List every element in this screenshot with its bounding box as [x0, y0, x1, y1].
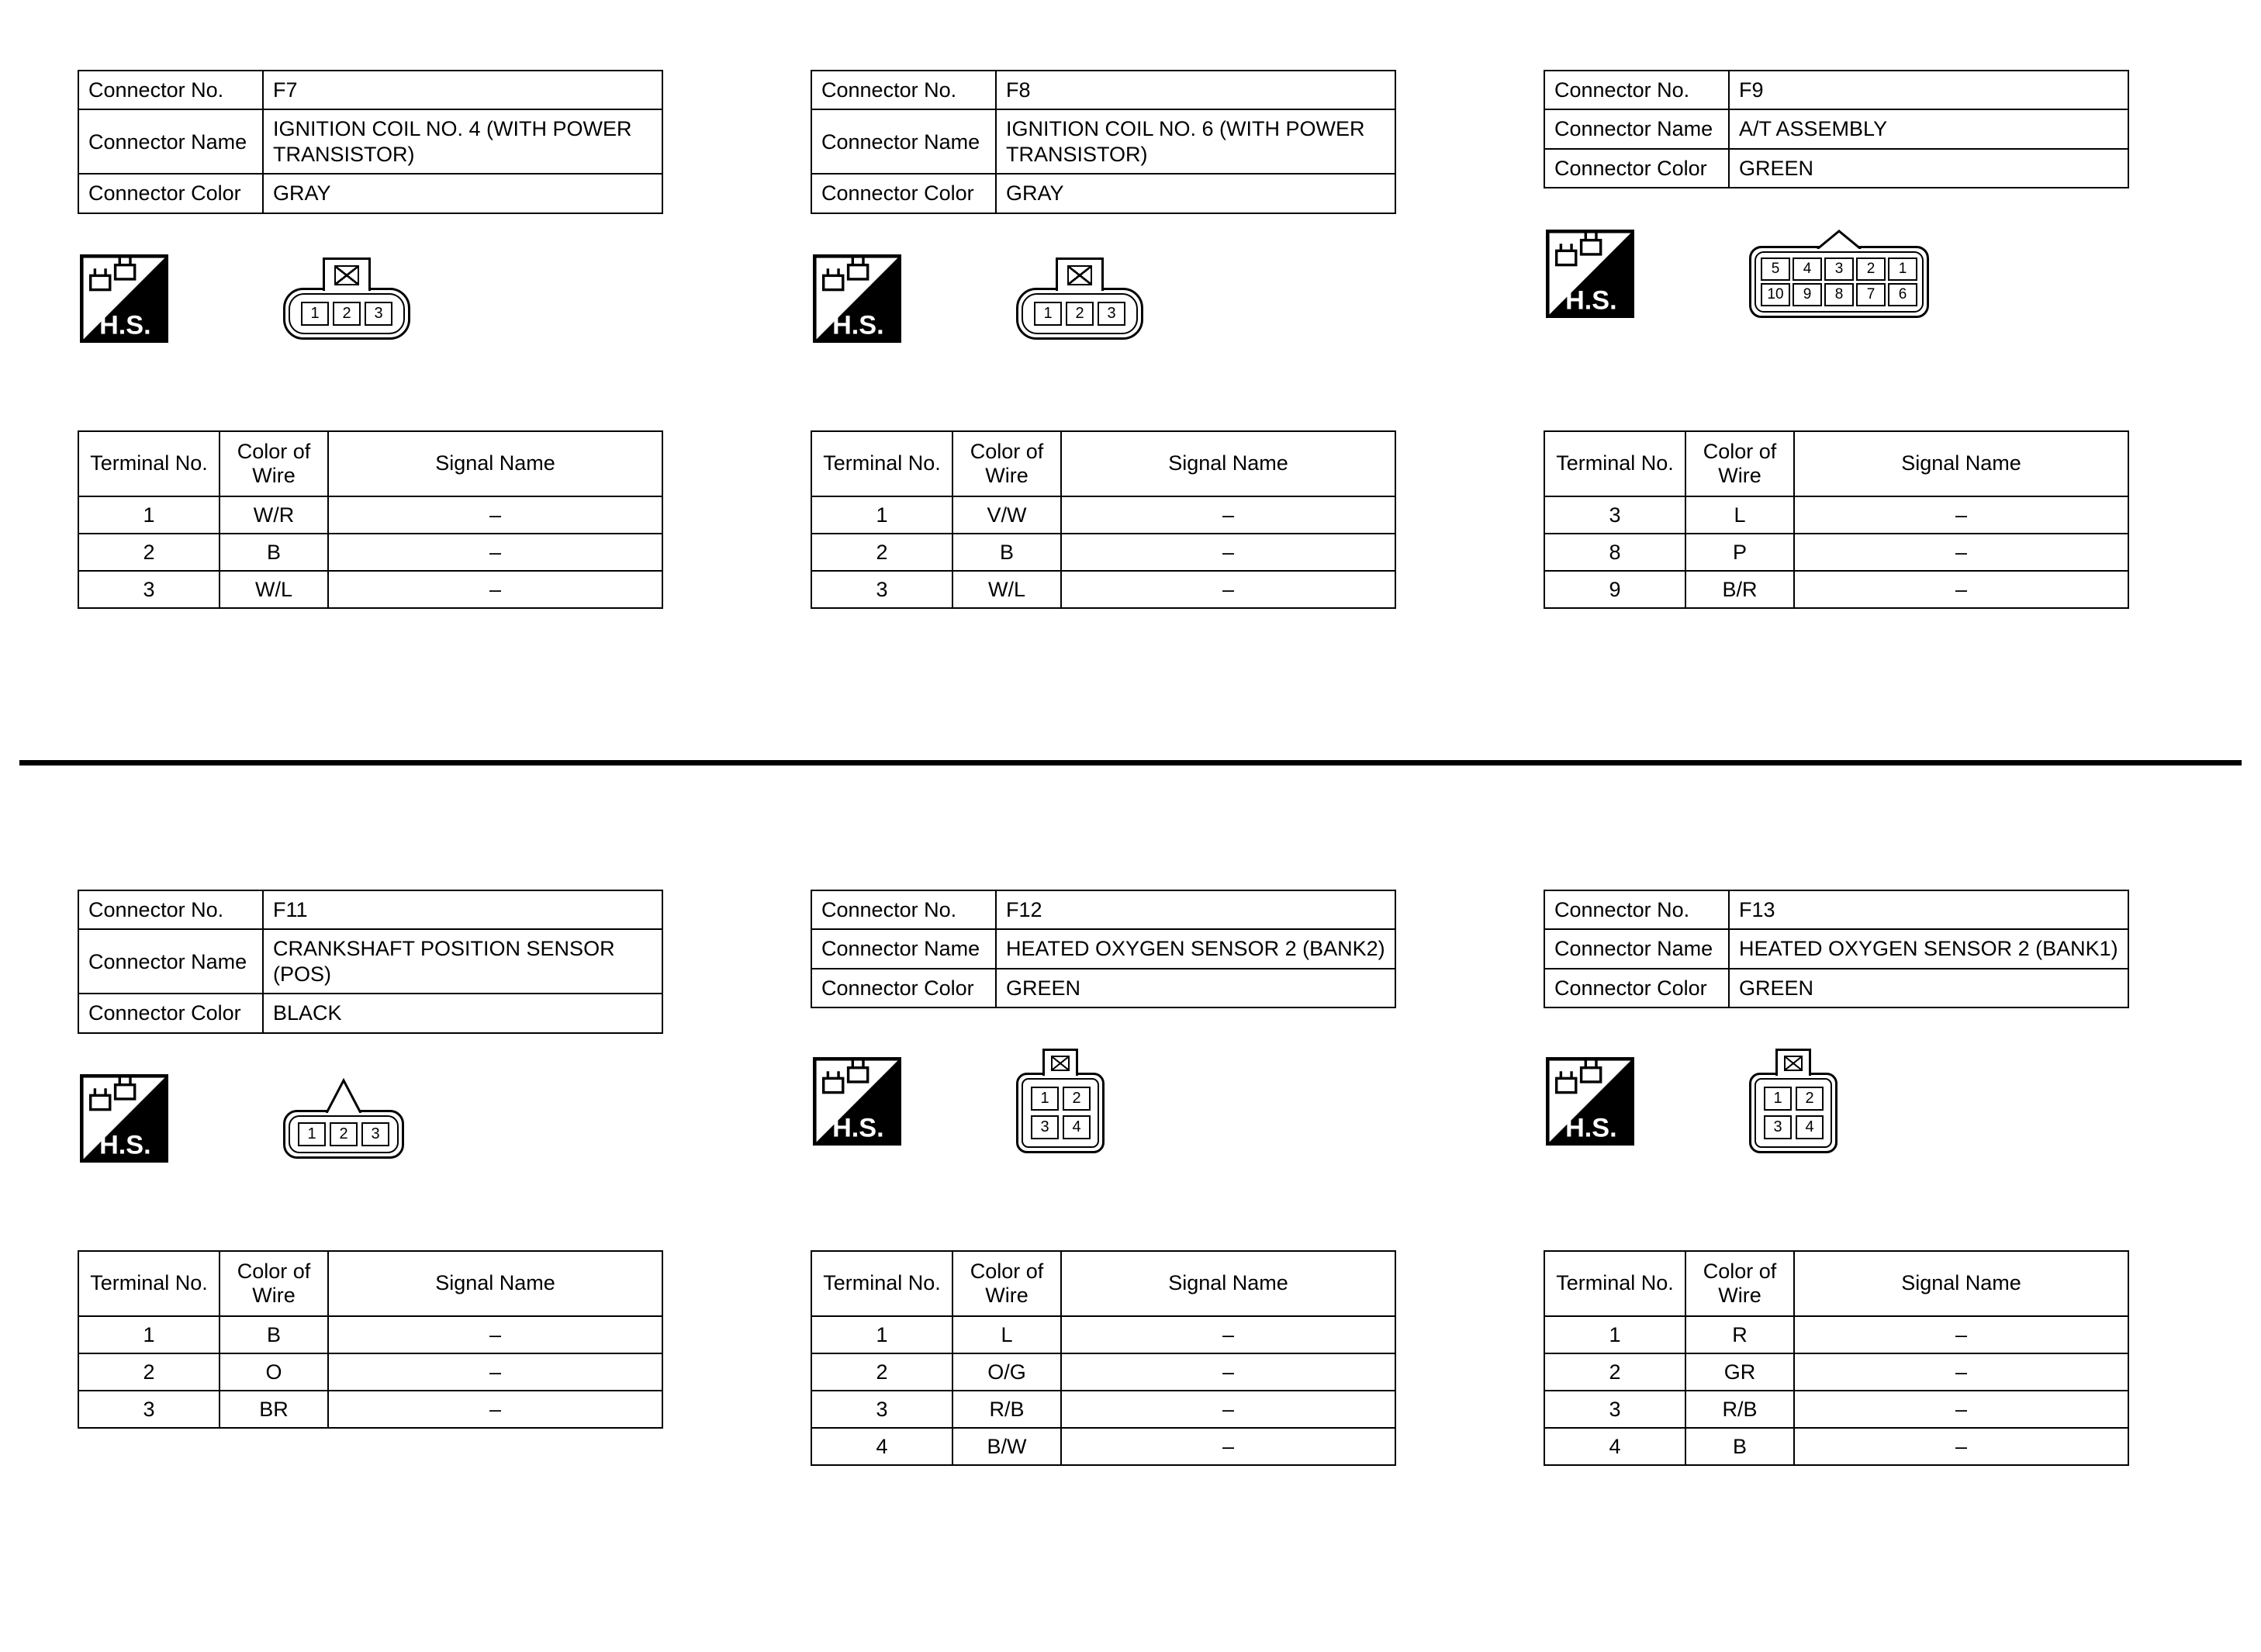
terminal-row [1544, 534, 2128, 571]
pin-cavity: 3 [1098, 302, 1125, 326]
signal-name-cell: – [328, 1316, 662, 1353]
hs-icon-graphic [811, 1057, 904, 1146]
signal-name-cell: – [1061, 1428, 1395, 1465]
pin-cavity: 7 [1856, 283, 1886, 306]
terminal-row [811, 1391, 1395, 1428]
harness-side-icon [811, 1057, 904, 1146]
connector-no-value: F7 [263, 71, 662, 109]
color-of-wire-header: Color of Wire [220, 1251, 328, 1316]
wire-color-cell: R [1685, 1316, 1794, 1353]
key-cross-icon [334, 265, 359, 285]
connector-block-f12 [811, 890, 1396, 1466]
terminal-no-cell: 3 [1544, 1391, 1685, 1428]
connector-color-label: Connector Color [811, 174, 996, 213]
signal-name-header: Signal Name [1061, 1251, 1395, 1316]
pin-cavity: 1 [301, 302, 329, 326]
signal-name-cell: – [1794, 1428, 2128, 1465]
wire-color-cell: W/L [220, 571, 328, 608]
terminal-no-cell: 1 [811, 496, 952, 534]
key-cross-icon [1051, 1056, 1070, 1071]
pin-cavity: 3 [361, 1122, 389, 1146]
connector-color-value: GREEN [1729, 149, 2128, 188]
pin-cavity: 2 [333, 302, 361, 326]
connector-name-value: HEATED OXYGEN SENSOR 2 (BANK2) [996, 929, 1395, 968]
terminal-row [78, 1391, 662, 1428]
connector-block-f9 [1544, 70, 2129, 609]
pin-cavity: 5 [1761, 257, 1790, 281]
connector-block-f8 [811, 70, 1396, 609]
color-of-wire-header: Color of Wire [1685, 431, 1794, 496]
connector-key-ridge-icon [1814, 229, 1864, 249]
terminal-no-cell: 2 [78, 534, 220, 571]
connector-name-label: Connector Name [1544, 109, 1729, 148]
key-cross-icon [1067, 265, 1092, 285]
connector-view [78, 254, 663, 343]
terminal-no-header: Terminal No. [1544, 431, 1685, 496]
terminal-row [1544, 1353, 2128, 1391]
connector-block-f11 [78, 890, 663, 1466]
connector-name-value: IGNITION COIL NO. 4 (WITH POWER TRANSISTOR) [263, 109, 662, 174]
connector-row-2 [0, 890, 2261, 1466]
pin-cavity: 3 [1031, 1115, 1059, 1139]
connector-face-drawing [1749, 1049, 1837, 1153]
terminal-no-header: Terminal No. [78, 431, 220, 496]
signal-name-cell: – [328, 571, 662, 608]
pin-cavity: 1 [1888, 257, 1917, 281]
connector-color-label: Connector Color [1544, 969, 1729, 1007]
terminal-no-cell: 4 [1544, 1428, 1685, 1465]
signal-name-cell: – [1061, 1316, 1395, 1353]
wire-color-cell: L [952, 1316, 1061, 1353]
terminal-table [811, 1250, 1396, 1466]
connector-face-drawing [1016, 257, 1143, 340]
terminal-row [1544, 1391, 2128, 1428]
connector-no-value: F12 [996, 890, 1395, 929]
connector-info-table [1544, 70, 2129, 188]
connector-key-tab [1775, 1049, 1811, 1076]
wire-color-cell: GR [1685, 1353, 1794, 1391]
signal-name-header: Signal Name [328, 431, 662, 496]
connector-color-value: GREEN [996, 969, 1395, 1007]
signal-name-cell: – [1794, 534, 2128, 571]
connector-no-label: Connector No. [1544, 890, 1729, 929]
connector-name-value: CRANKSHAFT POSITION SENSOR (POS) [263, 929, 662, 994]
pin-cavity: 4 [1063, 1115, 1091, 1139]
wire-color-cell: B [952, 534, 1061, 571]
harness-side-icon [78, 1074, 171, 1163]
connector-no-label: Connector No. [811, 71, 996, 109]
hs-label: H.S. [1565, 285, 1617, 316]
connector-key-tab [1056, 257, 1104, 291]
signal-name-cell: – [1794, 496, 2128, 534]
connector-color-value: GRAY [263, 174, 662, 213]
wire-color-cell: B [1685, 1428, 1794, 1465]
terminal-table [78, 1250, 663, 1429]
terminal-table [1544, 430, 2129, 609]
pin-cavity: 1 [1034, 302, 1062, 326]
pin-cavity: 2 [1796, 1087, 1824, 1111]
terminal-no-cell: 8 [1544, 534, 1685, 571]
connector-info-table [1544, 890, 2129, 1008]
connector-color-value: GREEN [1729, 969, 2128, 1007]
terminal-no-cell: 2 [811, 1353, 952, 1391]
wire-color-cell: R/B [952, 1391, 1061, 1428]
connector-no-label: Connector No. [78, 890, 263, 929]
pin-cavity: 8 [1824, 283, 1854, 306]
connector-info-table [811, 70, 1396, 214]
signal-name-cell: – [328, 496, 662, 534]
signal-name-cell: – [328, 1391, 662, 1428]
pin-cavity: 9 [1793, 283, 1822, 306]
connector-color-value: BLACK [263, 994, 662, 1032]
connector-name-value: IGNITION COIL NO. 6 (WITH POWER TRANSISTOR) [996, 109, 1395, 174]
hs-icon-graphic [78, 254, 171, 343]
connector-name-value: A/T ASSEMBLY [1729, 109, 2128, 148]
terminal-table [811, 430, 1396, 609]
hs-label: H.S. [832, 310, 884, 340]
terminal-no-cell: 2 [78, 1353, 220, 1391]
hs-label: H.S. [832, 1113, 884, 1143]
terminal-no-cell: 2 [1544, 1353, 1685, 1391]
terminal-no-cell: 1 [78, 1316, 220, 1353]
connector-view [811, 254, 1396, 343]
connector-name-label: Connector Name [78, 109, 263, 174]
signal-name-header: Signal Name [1794, 431, 2128, 496]
pin-cavity: 2 [1063, 1087, 1091, 1111]
connector-view [1544, 1049, 2129, 1153]
connector-key-triangle-icon [322, 1077, 365, 1113]
terminal-no-cell: 3 [78, 571, 220, 608]
terminal-row [1544, 1428, 2128, 1465]
connector-face-drawing [283, 1077, 404, 1159]
pin-cavity: 1 [1764, 1087, 1792, 1111]
wire-color-cell: BR [220, 1391, 328, 1428]
connector-info-table [78, 890, 663, 1034]
terminal-no-cell: 3 [78, 1391, 220, 1428]
terminal-row [78, 534, 662, 571]
pin-cavity: 3 [1764, 1115, 1792, 1139]
terminal-no-cell: 9 [1544, 571, 1685, 608]
hs-icon-graphic [78, 1074, 171, 1163]
harness-side-icon [811, 254, 904, 343]
hs-icon-graphic [1544, 1057, 1637, 1146]
terminal-no-cell: 3 [1544, 496, 1685, 534]
pin-cavity: 10 [1761, 283, 1790, 306]
signal-name-cell: – [1061, 571, 1395, 608]
connector-block-f13 [1544, 890, 2129, 1466]
terminal-row [811, 571, 1395, 608]
terminal-row [811, 496, 1395, 534]
color-of-wire-header: Color of Wire [1685, 1251, 1794, 1316]
terminal-row [78, 1353, 662, 1391]
signal-name-cell: – [328, 534, 662, 571]
pin-cavity: 1 [298, 1122, 326, 1146]
connector-face-drawing [1749, 229, 1929, 318]
connector-block-f7 [78, 70, 663, 609]
color-of-wire-header: Color of Wire [952, 1251, 1061, 1316]
connector-name-label: Connector Name [811, 109, 996, 174]
terminal-row [811, 534, 1395, 571]
terminal-row [1544, 1316, 2128, 1353]
connector-name-label: Connector Name [1544, 929, 1729, 968]
pin-cavity: 1 [1031, 1087, 1059, 1111]
connector-name-value: HEATED OXYGEN SENSOR 2 (BANK1) [1729, 929, 2128, 968]
wire-color-cell: B/R [1685, 571, 1794, 608]
signal-name-header: Signal Name [1061, 431, 1395, 496]
terminal-row [811, 1428, 1395, 1465]
terminal-no-cell: 3 [811, 571, 952, 608]
hs-icon-graphic [1544, 230, 1637, 318]
harness-side-icon [78, 254, 171, 343]
connector-no-label: Connector No. [811, 890, 996, 929]
terminal-no-header: Terminal No. [811, 431, 952, 496]
terminal-row [78, 571, 662, 608]
connector-view [78, 1074, 663, 1163]
wire-color-cell: B [220, 1316, 328, 1353]
pin-cavity: 2 [1066, 302, 1094, 326]
wire-color-cell: L [1685, 496, 1794, 534]
connector-row-1 [0, 0, 2261, 609]
pin-cavity: 3 [365, 302, 392, 326]
terminal-no-cell: 1 [78, 496, 220, 534]
terminal-no-cell: 2 [811, 534, 952, 571]
hs-icon-graphic [811, 254, 904, 343]
connector-no-label: Connector No. [1544, 71, 1729, 109]
connector-key-tab [323, 257, 371, 291]
terminal-row [1544, 496, 2128, 534]
signal-name-cell: – [1794, 1316, 2128, 1353]
wire-color-cell: V/W [952, 496, 1061, 534]
terminal-no-cell: 1 [1544, 1316, 1685, 1353]
signal-name-cell: – [1794, 1353, 2128, 1391]
connector-no-value: F11 [263, 890, 662, 929]
signal-name-cell: – [328, 1353, 662, 1391]
pin-cavity: 4 [1796, 1115, 1824, 1139]
connector-info-table [78, 70, 663, 214]
wire-color-cell: O [220, 1353, 328, 1391]
connector-no-value: F9 [1729, 71, 2128, 109]
connector-color-value: GRAY [996, 174, 1395, 213]
terminal-row [78, 496, 662, 534]
hs-label: H.S. [99, 1130, 151, 1160]
wire-color-cell: R/B [1685, 1391, 1794, 1428]
connector-no-value: F8 [996, 71, 1395, 109]
connector-key-tab [1042, 1049, 1078, 1076]
connector-view [811, 1049, 1396, 1153]
hs-label: H.S. [1565, 1113, 1617, 1143]
connector-name-label: Connector Name [811, 929, 996, 968]
pin-cavity: 3 [1824, 257, 1854, 281]
terminal-no-header: Terminal No. [1544, 1251, 1685, 1316]
signal-name-cell: – [1794, 571, 2128, 608]
signal-name-cell: – [1794, 1391, 2128, 1428]
terminal-table [78, 430, 663, 609]
pin-cavity: 6 [1888, 283, 1917, 306]
terminal-row [811, 1353, 1395, 1391]
connector-view [1544, 229, 2129, 318]
terminal-row [78, 1316, 662, 1353]
pin-cavity: 2 [1856, 257, 1886, 281]
connector-info-table [811, 890, 1396, 1008]
pin-cavity: 4 [1793, 257, 1822, 281]
wire-color-cell: B [220, 534, 328, 571]
connector-color-label: Connector Color [811, 969, 996, 1007]
signal-name-header: Signal Name [328, 1251, 662, 1316]
harness-side-icon [1544, 1057, 1637, 1146]
color-of-wire-header: Color of Wire [952, 431, 1061, 496]
pin-cavity: 2 [330, 1122, 358, 1146]
signal-name-cell: – [1061, 534, 1395, 571]
terminal-row [1544, 571, 2128, 608]
connector-name-label: Connector Name [78, 929, 263, 994]
connector-color-label: Connector Color [78, 994, 263, 1032]
hs-label: H.S. [99, 310, 151, 340]
connector-color-label: Connector Color [78, 174, 263, 213]
signal-name-cell: – [1061, 1353, 1395, 1391]
wire-color-cell: P [1685, 534, 1794, 571]
terminal-no-header: Terminal No. [811, 1251, 952, 1316]
terminal-no-header: Terminal No. [78, 1251, 220, 1316]
harness-side-icon [1544, 230, 1637, 318]
terminal-no-cell: 1 [811, 1316, 952, 1353]
signal-name-cell: – [1061, 1391, 1395, 1428]
wire-color-cell: B/W [952, 1428, 1061, 1465]
key-cross-icon [1784, 1056, 1803, 1071]
wire-color-cell: W/R [220, 496, 328, 534]
wire-color-cell: O/G [952, 1353, 1061, 1391]
connector-no-value: F13 [1729, 890, 2128, 929]
connector-face-drawing [1016, 1049, 1105, 1153]
connector-no-label: Connector No. [78, 71, 263, 109]
signal-name-header: Signal Name [1794, 1251, 2128, 1316]
connector-color-label: Connector Color [1544, 149, 1729, 188]
section-divider [19, 760, 2242, 766]
terminal-no-cell: 3 [811, 1391, 952, 1428]
connector-face-drawing [283, 257, 410, 340]
terminal-no-cell: 4 [811, 1428, 952, 1465]
terminal-row [811, 1316, 1395, 1353]
wire-color-cell: W/L [952, 571, 1061, 608]
signal-name-cell: – [1061, 496, 1395, 534]
color-of-wire-header: Color of Wire [220, 431, 328, 496]
terminal-table [1544, 1250, 2129, 1466]
